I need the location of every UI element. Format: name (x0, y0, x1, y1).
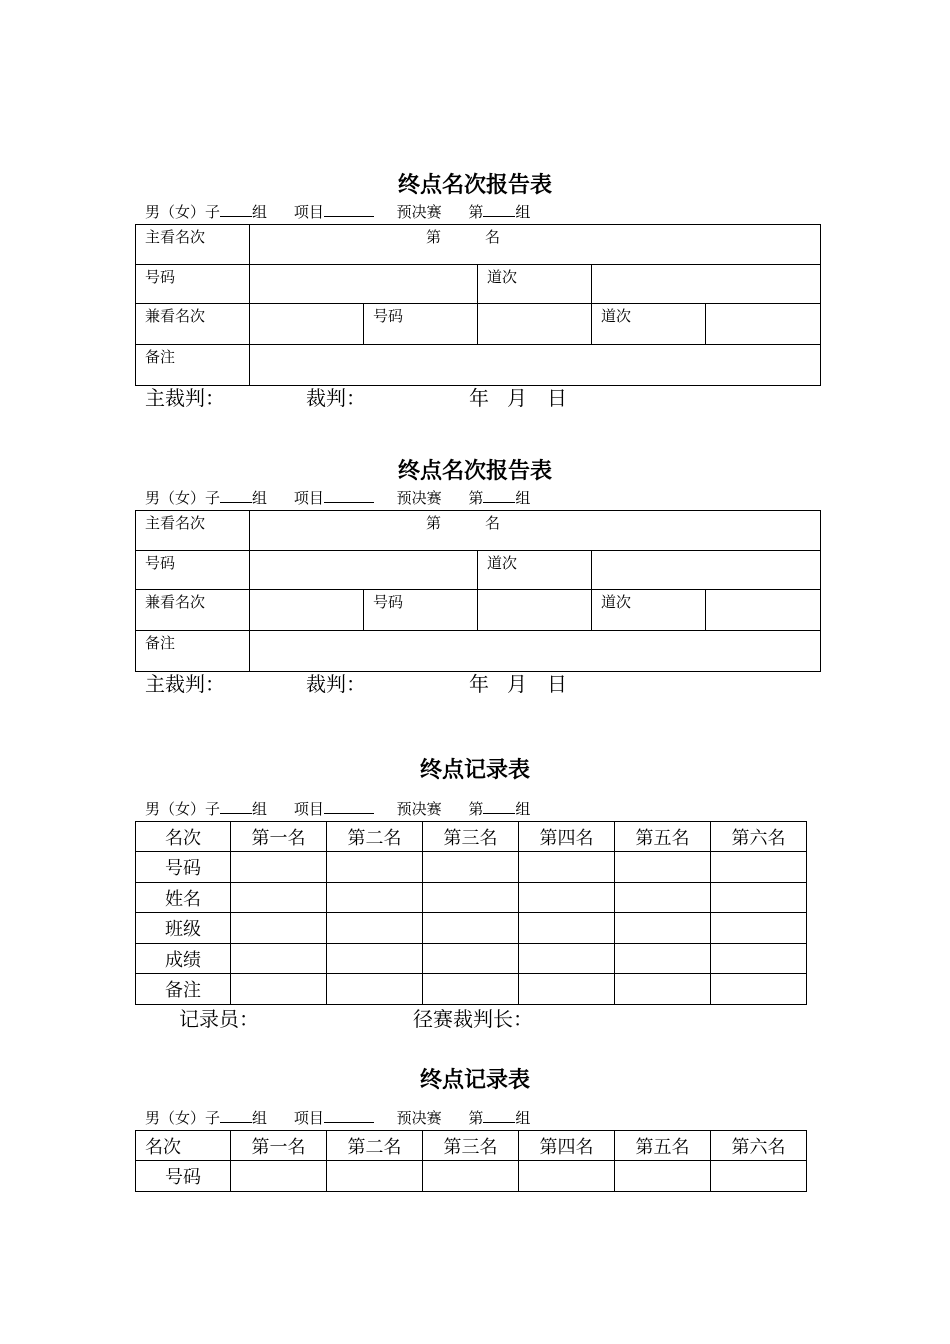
event-label: 项目 (293, 489, 324, 507)
cell[interactable] (231, 913, 327, 944)
cell[interactable] (423, 883, 519, 913)
heat-prefix: 第 (468, 203, 484, 221)
month-label: 月 (507, 672, 527, 696)
cell[interactable] (327, 883, 423, 913)
gender-label: 男（女）子 (145, 489, 221, 507)
chief-judge-label: 主裁判： (145, 386, 225, 410)
heat-blank[interactable] (483, 799, 515, 814)
gender-label: 男（女）子 (145, 800, 221, 818)
header-fifth: 第五名 (615, 822, 711, 852)
chief-judge-label: 主裁判： (145, 672, 225, 696)
lane-label: 道次 (478, 551, 592, 590)
cell[interactable] (327, 974, 423, 1005)
cell[interactable] (615, 944, 711, 974)
number-label: 号码 (136, 265, 250, 304)
event-blank[interactable] (324, 1108, 374, 1123)
cell[interactable] (711, 1161, 807, 1192)
secondary-rank-label: 兼看名次 (136, 304, 250, 345)
row-label-class: 班级 (136, 913, 231, 944)
round-label: 预决赛 (396, 489, 442, 507)
heat-suffix: 组 (515, 489, 531, 507)
remarks-label: 备注 (136, 345, 250, 386)
round-label: 预决赛 (396, 1109, 442, 1127)
heat-suffix: 组 (515, 1109, 531, 1127)
event-blank[interactable] (324, 202, 374, 217)
lane2-label: 道次 (592, 590, 706, 631)
remarks-field[interactable] (250, 345, 821, 386)
event-label: 项目 (293, 800, 324, 818)
lane2-field[interactable] (706, 304, 821, 345)
number2-field[interactable] (478, 304, 592, 345)
main-rank-label: 主看名次 (136, 511, 250, 551)
row-label-name: 姓名 (136, 883, 231, 913)
header-sixth: 第六名 (711, 822, 807, 852)
header-first: 第一名 (231, 1131, 327, 1161)
row-label-number: 号码 (136, 1161, 231, 1192)
cell[interactable] (711, 944, 807, 974)
group-blank[interactable] (220, 488, 252, 503)
group-label: 组 (252, 489, 268, 507)
cell[interactable] (231, 944, 327, 974)
table-row (136, 913, 807, 944)
event-label: 项目 (293, 1109, 324, 1127)
judge-label: 裁判： (306, 386, 366, 410)
report-form-meta (145, 202, 530, 221)
row-label-number: 号码 (136, 852, 231, 883)
cell[interactable] (615, 883, 711, 913)
cell[interactable] (327, 913, 423, 944)
cell[interactable] (327, 1161, 423, 1192)
cell[interactable] (423, 944, 519, 974)
record-form-title: 终点记录表 (419, 1067, 530, 1093)
number2-label: 号码 (364, 590, 478, 631)
cell[interactable] (615, 1161, 711, 1192)
table-row (136, 852, 807, 883)
table-row (136, 944, 807, 974)
header-third: 第三名 (423, 822, 519, 852)
main-rank-label: 主看名次 (136, 225, 250, 265)
event-blank[interactable] (324, 799, 374, 814)
group-blank[interactable] (220, 799, 252, 814)
record-form-title: 终点记录表 (419, 757, 530, 783)
cell[interactable] (519, 852, 615, 883)
group-blank[interactable] (220, 1108, 252, 1123)
recorder-label: 记录员： (179, 1007, 259, 1031)
secondary-rank-label: 兼看名次 (136, 590, 250, 631)
table-row (136, 974, 807, 1005)
secondary-rank-field[interactable] (250, 304, 364, 345)
cell[interactable] (615, 852, 711, 883)
header-second: 第二名 (327, 822, 423, 852)
header-rank: 名次 (136, 1131, 231, 1161)
record-form-meta (145, 799, 530, 818)
heat-blank[interactable] (483, 488, 515, 503)
record-table (135, 1130, 807, 1192)
lane-field[interactable] (592, 551, 821, 590)
cell[interactable] (231, 974, 327, 1005)
year-label: 年 (469, 672, 489, 696)
year-label: 年 (469, 386, 489, 410)
cell[interactable] (711, 883, 807, 913)
row-label-remarks: 备注 (136, 974, 231, 1005)
heat-prefix: 第 (468, 800, 484, 818)
track-chief-label: 径赛裁判长： (413, 1007, 533, 1031)
number2-field[interactable] (478, 590, 592, 631)
cell[interactable] (615, 913, 711, 944)
judge-label: 裁判： (306, 672, 366, 696)
lane-label: 道次 (478, 265, 592, 304)
group-label: 组 (252, 800, 268, 818)
number-field[interactable] (250, 265, 478, 304)
table-row (136, 883, 807, 913)
cell[interactable] (519, 944, 615, 974)
heat-suffix: 组 (515, 800, 531, 818)
group-blank[interactable] (220, 202, 252, 217)
event-blank[interactable] (324, 488, 374, 503)
report-signature-line (0, 672, 950, 696)
report-form-meta (145, 488, 530, 507)
record-signature-line (0, 1007, 950, 1031)
cell[interactable] (519, 913, 615, 944)
heat-prefix: 第 (468, 1109, 484, 1127)
cell[interactable] (423, 852, 519, 883)
remarks-field[interactable] (250, 631, 821, 672)
cell[interactable] (231, 883, 327, 913)
main-rank-field[interactable]: 第 名 (250, 511, 821, 551)
group-label: 组 (252, 203, 268, 221)
cell[interactable] (327, 852, 423, 883)
heat-prefix: 第 (468, 489, 484, 507)
lane2-field[interactable] (706, 590, 821, 631)
row-label-result: 成绩 (136, 944, 231, 974)
day-label: 日 (547, 386, 567, 410)
cell[interactable] (711, 913, 807, 944)
round-label: 预决赛 (396, 800, 442, 818)
number-label: 号码 (136, 551, 250, 590)
header-third: 第三名 (423, 1131, 519, 1161)
cell[interactable] (519, 883, 615, 913)
cell[interactable] (327, 944, 423, 974)
report-signature-line (0, 386, 950, 410)
header-rank: 名次 (136, 822, 231, 852)
heat-blank[interactable] (483, 1108, 515, 1123)
table-row (136, 1161, 807, 1192)
report-form-title: 终点名次报告表 (397, 172, 552, 198)
record-table (135, 821, 807, 1005)
header-fifth: 第五名 (615, 1131, 711, 1161)
report-table (135, 224, 821, 386)
report-form-title: 终点名次报告表 (397, 458, 552, 484)
lane-field[interactable] (592, 265, 821, 304)
cell[interactable] (231, 1161, 327, 1192)
cell[interactable] (423, 974, 519, 1005)
month-label: 月 (507, 386, 527, 410)
cell[interactable] (519, 1161, 615, 1192)
number2-label: 号码 (364, 304, 478, 345)
cell[interactable] (615, 974, 711, 1005)
round-label: 预决赛 (396, 203, 442, 221)
lane2-label: 道次 (592, 304, 706, 345)
gender-label: 男（女）子 (145, 203, 221, 221)
cell[interactable] (519, 974, 615, 1005)
cell[interactable] (423, 1161, 519, 1192)
group-label: 组 (252, 1109, 268, 1127)
record-form-meta (145, 1108, 530, 1127)
day-label: 日 (547, 672, 567, 696)
cell[interactable] (711, 974, 807, 1005)
cell[interactable] (423, 913, 519, 944)
header-sixth: 第六名 (711, 1131, 807, 1161)
main-rank-field[interactable]: 第 名 (250, 225, 821, 265)
heat-suffix: 组 (515, 203, 531, 221)
number-field[interactable] (250, 551, 478, 590)
remarks-label: 备注 (136, 631, 250, 672)
header-second: 第二名 (327, 1131, 423, 1161)
heat-blank[interactable] (483, 202, 515, 217)
header-first: 第一名 (231, 822, 327, 852)
cell[interactable] (231, 852, 327, 883)
header-fourth: 第四名 (519, 822, 615, 852)
header-fourth: 第四名 (519, 1131, 615, 1161)
report-table (135, 510, 821, 672)
cell[interactable] (711, 852, 807, 883)
secondary-rank-field[interactable] (250, 590, 364, 631)
gender-label: 男（女）子 (145, 1109, 221, 1127)
event-label: 项目 (293, 203, 324, 221)
